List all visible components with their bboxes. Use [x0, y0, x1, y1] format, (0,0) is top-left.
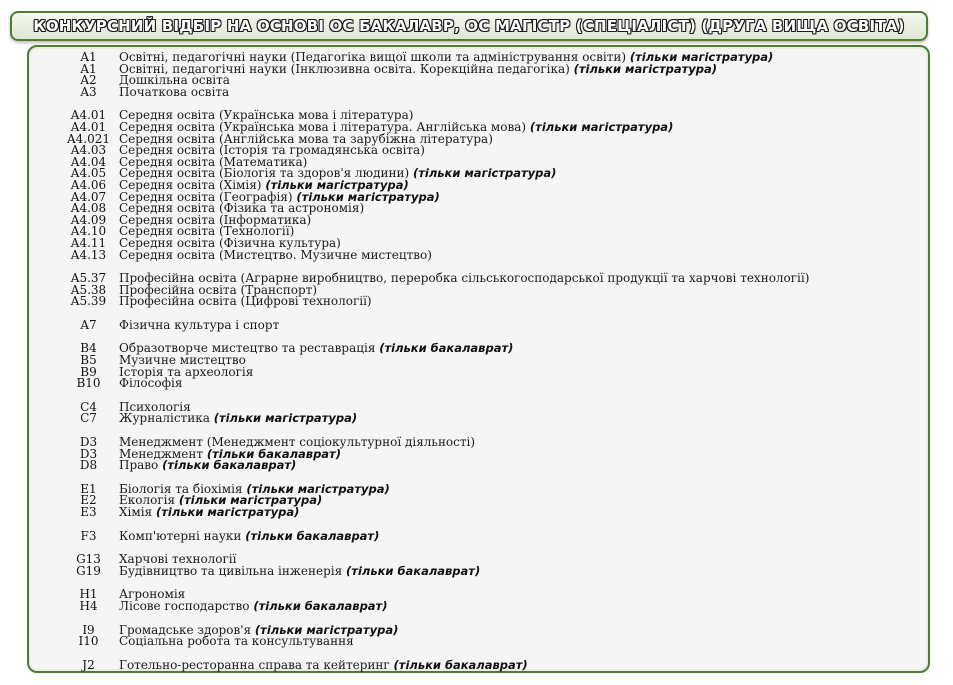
- specialty-name: Філософія: [119, 376, 183, 391]
- list-item: [28, 296, 928, 308]
- specialty-name: Середня освіта (Біологія та здоров'я людини): [119, 166, 410, 181]
- specialty-code: B9: [80, 364, 97, 379]
- degree-restriction-note: (тільки магістратура): [178, 493, 323, 508]
- degree-restriction-note: (тільки магістратура): [296, 189, 440, 204]
- specialty-code: H1: [79, 587, 98, 602]
- specialty-name: Психологія: [119, 399, 191, 414]
- specialty-name-line: [119, 378, 182, 390]
- specialty-name: Будівництво та цивільна інженерія: [119, 563, 343, 578]
- specialty-code: C4: [80, 399, 97, 414]
- specialty-name: Середня освіта (Англійська мова та зарубіжна література): [119, 131, 493, 146]
- specialty-code: C7: [80, 411, 97, 426]
- specialty-name-line: [119, 636, 354, 648]
- page-title: КОНКУРСНИЙ ВІДБІР НА ОСНОВІ ОС БАКАЛАВР, ОС МАГІСТР (СПЕЦІАЛІСТ) (ДРУГА ВИЩА ОСВІТА): [33, 17, 905, 35]
- specialty-code: A5.38: [70, 282, 107, 297]
- specialty-name: Громадське здоров'я: [119, 622, 252, 637]
- specialty-name-line: [119, 413, 357, 425]
- list-item: [28, 563, 928, 578]
- specialty-name: Середня освіта (Мистецтво. Музичне мистецтво): [119, 247, 432, 262]
- degree-restriction-note: (тільки магістратура): [412, 166, 557, 181]
- specialty-code: A4.021: [66, 131, 111, 146]
- specialty-code: I10: [78, 634, 99, 649]
- specialty-code: D3: [79, 446, 98, 461]
- specialty-name: Освітні, педагогічні науки (Педагогіка вищої школи та адміністрування освіти): [119, 50, 627, 64]
- degree-restriction-note: (тільки магістратура): [254, 622, 399, 637]
- specialty-name: Середня освіта (Географія): [119, 189, 293, 204]
- degree-restriction-note: (тільки магістратура): [573, 61, 718, 76]
- specialty-code: A4.04: [70, 154, 107, 169]
- specialty-name: Середня освіта (Математика): [119, 154, 308, 169]
- specialty-code: A5.39: [70, 294, 107, 309]
- specialty-name-line: [119, 296, 372, 308]
- list-item: [28, 317, 928, 332]
- degree-restriction-note: (тільки бакалаврат): [393, 657, 528, 672]
- list-item: [28, 528, 928, 543]
- specialty-name: Хімія: [119, 505, 153, 519]
- degree-restriction-note: (тільки бакалаврат): [379, 341, 514, 356]
- degree-restriction-note: (тільки бакалаврат): [162, 458, 297, 473]
- specialty-name: Право: [119, 458, 159, 473]
- specialty-code: A3: [80, 84, 97, 99]
- specialty-name: Середня освіта (Українська мова і література. Англійська мова): [119, 119, 527, 134]
- specialty-code: A4.03: [70, 143, 107, 158]
- specialty-name: Професійна освіта (Аграрне виробництво, переробка сільськогосподарської продукції та харчові технології): [119, 271, 810, 286]
- list-item: [28, 657, 928, 672]
- specialty-code: A4.07: [70, 189, 107, 204]
- specialty-code: H4: [79, 598, 98, 613]
- specialty-name-line: [119, 563, 481, 578]
- degree-restriction-note: (тільки магістратура): [246, 481, 390, 496]
- specialty-code: E1: [80, 481, 97, 496]
- specialty-name: Готельно-ресторанна справа та кейтеринг: [119, 657, 390, 672]
- degree-restriction-note: (тільки бакалаврат): [245, 528, 380, 543]
- specialty-name: Середня освіта (Технології): [119, 224, 295, 239]
- specialty-name: Середня освіта (Фізика та астрономія): [119, 201, 365, 216]
- specialty-code: A4.10: [70, 224, 107, 239]
- specialty-name: Фізична культура і спорт: [119, 317, 280, 332]
- specialty-name: Комп'ютерні науки: [119, 528, 242, 543]
- specialty-list: [28, 52, 928, 671]
- degree-restriction-note: (тільки бакалаврат): [206, 446, 341, 461]
- degree-restriction-note: (тільки магістратура): [155, 505, 300, 519]
- specialty-code: I9: [82, 622, 95, 637]
- specialty-code: B4: [80, 341, 97, 356]
- list-item: [28, 460, 928, 472]
- specialty-name: Музичне мистецтво: [119, 353, 246, 368]
- specialty-code: A1: [80, 50, 97, 64]
- list-item: [28, 413, 928, 425]
- degree-restriction-note: (тільки магістратура): [265, 177, 409, 192]
- specialty-name-line: [119, 247, 432, 262]
- degree-restriction-note: (тільки магістратура): [529, 119, 674, 134]
- specialty-name: Менеджмент: [119, 446, 203, 461]
- specialty-code: A5.37: [70, 271, 107, 286]
- specialty-name: Історія та археологія: [119, 364, 254, 379]
- list-item: [28, 507, 928, 519]
- specialty-code: A4.11: [70, 235, 107, 250]
- specialty-name: Початкова освіта: [119, 84, 230, 99]
- list-item: [28, 247, 928, 262]
- list-item: [28, 636, 928, 648]
- specialty-name: Середня освіта (Українська мова і література): [119, 108, 414, 123]
- page-header: [10, 11, 928, 41]
- specialty-name-line: [119, 528, 380, 543]
- specialty-name-line: [119, 657, 528, 672]
- specialty-code: A4.08: [70, 201, 107, 216]
- list-item: [28, 84, 928, 99]
- specialty-code: E2: [80, 493, 97, 508]
- specialty-code: A2: [80, 73, 97, 88]
- specialty-code: B5: [80, 353, 97, 368]
- specialty-code: A4.01: [70, 108, 107, 123]
- specialty-code: E3: [80, 505, 97, 519]
- specialty-code: F3: [80, 528, 97, 543]
- specialty-name: Середня освіта (Інформатика): [119, 212, 312, 227]
- specialty-name: Журналістика: [119, 411, 210, 426]
- degree-restriction-note: (тільки магістратура): [213, 411, 358, 426]
- specialty-name: Дошкільна освіта: [119, 73, 230, 88]
- specialty-name: Професійна освіта (Цифрові технології): [119, 294, 372, 309]
- specialty-name: Освітні, педагогічні науки (Інклюзивна освіта. Корекційна педагогіка): [119, 61, 570, 76]
- list-item: [28, 598, 928, 613]
- specialty-name-line: [119, 507, 299, 519]
- specialty-code: G13: [76, 552, 101, 567]
- specialty-name: Образотворче мистецтво та реставрація: [119, 341, 376, 356]
- specialty-code: G19: [76, 563, 101, 578]
- specialty-name: Середня освіта (Хімія): [119, 177, 262, 192]
- specialty-name: Менеджмент (Менеджмент соціокультурної діяльності): [119, 435, 476, 450]
- specialty-name-line: [119, 317, 280, 332]
- specialty-code: A4.09: [70, 212, 107, 227]
- degree-restriction-note: (тільки бакалаврат): [253, 598, 388, 613]
- specialty-name: Біологія та біохімія: [119, 481, 243, 496]
- specialty-code: A4.01: [70, 119, 107, 134]
- specialty-name-line: [119, 598, 388, 613]
- specialty-name: Лісове господарство: [119, 598, 250, 613]
- specialty-code: A7: [80, 317, 97, 332]
- degree-restriction-note: (тільки магістратура): [629, 50, 774, 64]
- specialty-code: A4.06: [70, 177, 107, 192]
- specialty-name: Агрономія: [119, 587, 186, 602]
- specialty-code: D3: [79, 435, 98, 450]
- specialty-name: Середня освіта (Історія та громадянська освіта): [119, 143, 425, 158]
- specialty-name: Середня освіта (Фізична культура): [119, 235, 341, 250]
- specialty-name: Соціальна робота та консультування: [119, 634, 354, 649]
- specialty-code: A1: [80, 61, 97, 76]
- specialty-code: A4.05: [70, 166, 107, 181]
- degree-restriction-note: (тільки бакалаврат): [346, 563, 481, 578]
- specialty-code: J2: [82, 657, 95, 672]
- specialty-name: Екологія: [119, 493, 176, 508]
- specialty-code: B10: [76, 376, 101, 391]
- list-item: [28, 378, 928, 390]
- specialty-name: Харчові технології: [119, 552, 237, 567]
- specialty-code: A4.13: [70, 247, 107, 262]
- specialty-code: D8: [79, 458, 98, 473]
- specialty-name-line: [119, 460, 296, 472]
- specialty-name: Професійна освіта (Транспорт): [119, 282, 317, 297]
- specialty-name-line: [119, 84, 230, 99]
